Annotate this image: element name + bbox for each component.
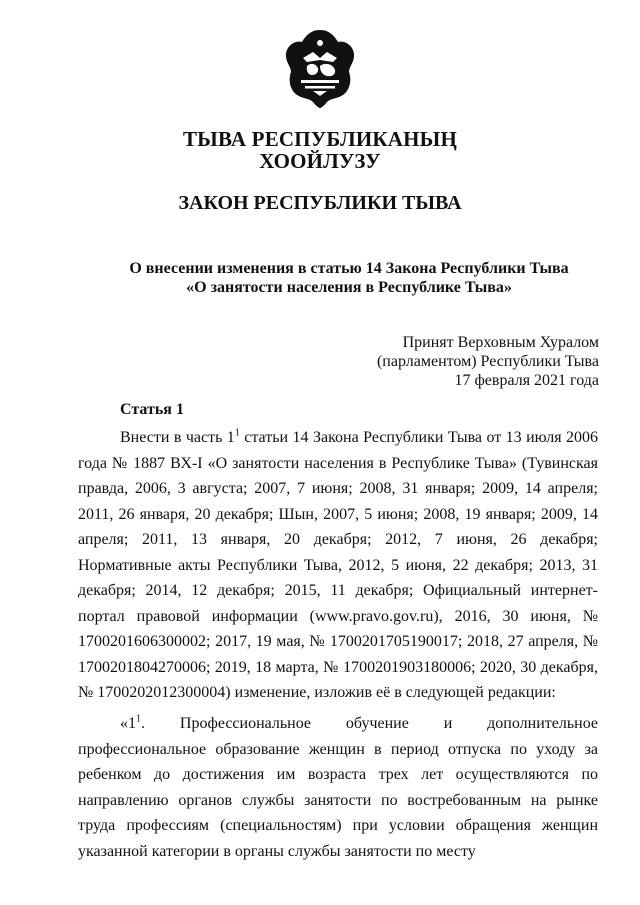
- adoption-date: 17 февраля 2021 года: [454, 372, 599, 389]
- paragraph-2-start: «1: [120, 715, 136, 732]
- parliament-heading: [0, 128, 640, 172]
- parliament-line-1: ТЫВА РЕСПУБЛИКАНЫҢ: [182, 127, 458, 151]
- adoption-line-1: Принят Верховным Хуралом: [402, 334, 599, 351]
- parliament-line-2: ХООЙЛУЗУ: [259, 149, 381, 173]
- paragraph-2-superscript: 1: [136, 713, 141, 725]
- article-paragraph-1: [78, 425, 598, 706]
- law-subject: [0, 259, 640, 297]
- article-heading: Статья 1: [120, 401, 184, 418]
- coat-of-arms-emblem: [283, 28, 357, 110]
- paragraph-1-start: Внести в часть 1: [120, 429, 235, 446]
- adoption-line-2: (парламентом) Республики Тыва: [376, 353, 599, 370]
- adoption-note: [377, 333, 599, 390]
- law-title: ЗАКОН РЕСПУБЛИКИ ТЫВА: [178, 192, 462, 214]
- article-paragraph-2: [78, 711, 598, 864]
- subject-line-2: «О занятости населения в Республике Тыва»: [186, 279, 512, 296]
- paragraph-1-superscript: 1: [234, 427, 240, 439]
- subject-line-1: О внесении изменения в статью 14 Закона Республики Тыва: [129, 260, 569, 277]
- paragraph-1-text: статьи 14 Закона Республики Тыва от 13 июля 2006 года № 1887 ВХ-I «О занятости населения в Республике Тыва» (Тувинская правда, 2006, 3 августа; 2007, 7 июня; 2008, 31 января; 2009, 14 апреля; 2011, 26 января, 20 декабря; Шын, 2007, 5 июня; 2008, 19 января; 2009, 14 апреля; 2011, 13 января, 20 декабря; 2012, 7 июня, 26 декабря; Нормативные акты Республики Тыва, 2012, 5 июня, 22 декабря; 2013, 31 декабря; 2014, 12 декабря; 2015, 11 декабря; Официальный интернет-портал правовой информации (www.pravo.gov.ru), 2016, 30 июня, № 1700201606300002; 2017, 19 мая, № 1700201705190017; 2018, 27 апреля, № 1700201804270006; 2019, 18 марта, № 1700201903180006; 2020, 30 декабря, № 1700202012300004) изменение, изложив её в следующей редакции:: [78, 429, 599, 701]
- paragraph-2-text: . Профессиональное обучение и дополнительное профессиональное образование женщин в период отпуска по уходу за ребенком до достижения им возраста трех лет осуществляются по направлению органов службы занятости по востребованным на рынке труда профессиям (специальностям) при условии обращения женщин указанной категории в органы службы занятости по месту: [78, 715, 598, 860]
